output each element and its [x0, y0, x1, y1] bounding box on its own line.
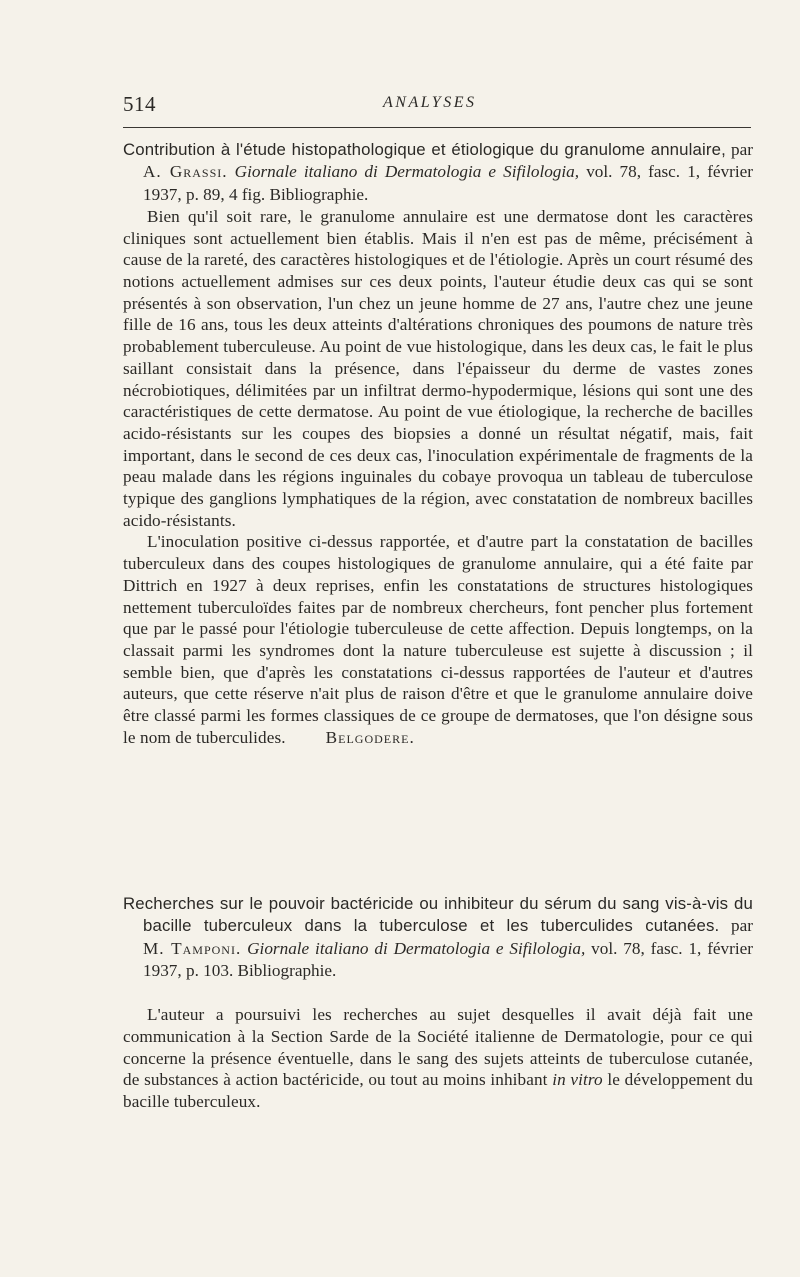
paragraph-text-before: L'auteur a poursuivi les recherches au sujet desquelles il avait déjà fait une communication à la Section Sarde de la Société italienne de Dermatologie, pour ce qui concerne la présence éventuelle, dans le sang des sujets atteints de tuberculose cutanée, de substances à action bactéricide, ou tout au moins inhibant	[123, 1005, 753, 1090]
article-journal: Giornale italiano di Dermatologia e Sifilologia,	[234, 162, 580, 182]
header-rule	[123, 127, 751, 128]
page-number: 514	[123, 92, 156, 116]
article-author: M. Tamponi.	[143, 938, 242, 958]
article-grassi	[123, 139, 753, 748]
article-heading	[123, 139, 753, 206]
article-title: Recherches sur le pouvoir bactéricide ou inhibiteur du sérum du sang vis-à-vis du bacille tuberculeux dans la tuberculose et les tuberculides cutanées.	[123, 894, 753, 936]
running-title: ANALYSES	[383, 94, 477, 111]
article-by: par	[731, 140, 753, 159]
article-by: par	[731, 916, 753, 936]
article-paragraph-2	[123, 531, 753, 748]
article-reference: vol. 78, fasc. 1, février 1937, p. 89, 4 fig. Bibliographie.	[143, 162, 754, 204]
article-title: Contribution à l'étude histopathologique et étiologique du granulome annulaire,	[123, 140, 726, 159]
paragraph-text-after: le développement du bacille tuberculeux.	[123, 1070, 753, 1111]
article-heading	[123, 893, 753, 982]
article-paragraph-1	[123, 1004, 753, 1113]
article-signature: Belgodere.	[325, 727, 415, 747]
running-head	[123, 92, 753, 116]
paragraph-italic-term: in vitro	[552, 1070, 603, 1090]
article-tamponi	[123, 893, 753, 1113]
article-paragraph-1: Bien qu'il soit rare, le granulome annulaire est une dermatose dont les caractères cliniques sont actuellement bien établis. Mais il n'en est pas de même, précisément à cause de la rareté, des caractères histologiques et de l'étiologie. Après un court résumé des notions actuellement admises sur ces deux points, l'auteur étudie deux cas qui se sont présentés à son observation, l'un chez un jeune homme de 27 ans, l'autre chez une jeune fille de 16 ans, tous les deux atteints d'altérations chroniques des poumons de nature très probablement tuberculeuse. Au point de vue histologique, dans les deux cas, le fait le plus saillant consistait dans la présence, dans l'épaisseur du derme de vastes zones nécrobiotiques, délimitées par un infiltrat dermo-hypodermique, lésions qui sont une des caractéristiques de cette dermatose. Au point de vue étiologique, la recherche de bacilles acido-résistants sur les coupes des biopsies a donné un résultat négatif, mais, fait important, dans le second de ces deux cas, l'inoculation expérimentale de fragments de la peau malade dans les régions inguinales du cobaye provoqua un tableau de tuberculose typique des ganglions lymphatiques de la région, avec constatation de nombreux bacilles acido-résistants.	[123, 206, 753, 530]
article-author: A. Grassi.	[143, 162, 228, 182]
article-paragraph-2-text: L'inoculation positive ci-dessus rapportée, et d'autre part la constatation de bacilles tuberculeux dans des coupes histologiques de granulome annulaire, qui a été faite par Dittrich en 1927 à deux reprises, enfin les constatations de structures histologiques nettement tuberculoïdes faites par de nombreux chercheurs, font pencher plus fortement que par le passé pour l'étiologie tuberculeuse de cette affection. Depuis longtemps, on la classait parmi les syndromes dont la nature tuberculeuse est sujette à discussion ; il semble bien, que d'après les constatations ci-dessus rapportées de l'auteur et d'autres auteurs, que cette réserve n'ait plus de raison d'être et que le granulome annulaire doive être classé parmi les formes classiques de ce groupe de dermatoses, que l'on désigne sous le nom de tuberculides.	[123, 532, 753, 747]
article-journal: Giornale italiano di Dermatologia e Sifilologia,	[247, 938, 586, 958]
article-reference: vol. 78, fasc. 1, février 1937, p. 103. Bibliographie.	[143, 938, 754, 980]
